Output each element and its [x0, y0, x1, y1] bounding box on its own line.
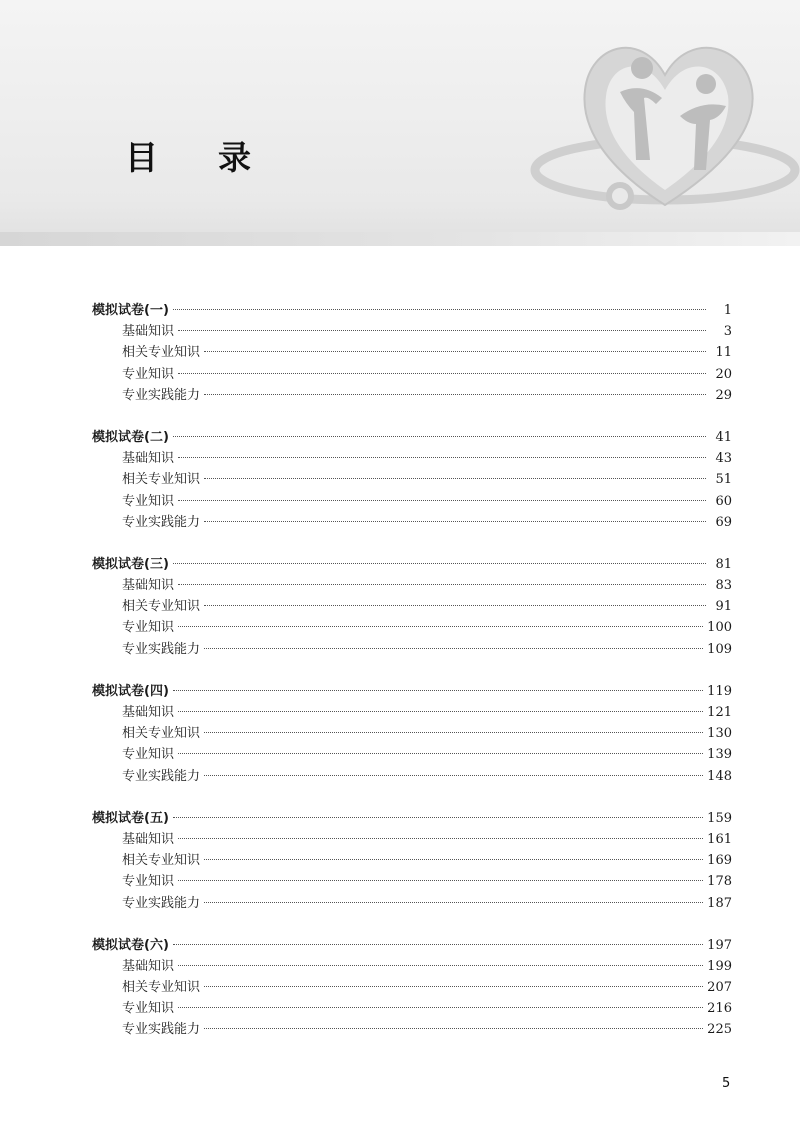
toc-part-label: 模拟试卷(五) — [92, 810, 169, 826]
toc-item[interactable] — [92, 491, 732, 512]
dot-leader — [178, 626, 703, 627]
toc-page-number: 119 — [707, 683, 732, 699]
toc-item-label: 相关专业知识 — [122, 853, 201, 869]
toc-page-number: 81 — [715, 556, 732, 572]
dot-leader — [173, 309, 706, 310]
dot-leader — [204, 605, 706, 606]
toc-page-number: 43 — [715, 451, 732, 467]
toc-item[interactable] — [92, 829, 732, 850]
toc-page-number: 225 — [707, 1022, 732, 1038]
toc-part-label: 模拟试卷(三) — [92, 556, 169, 572]
dot-leader — [173, 563, 706, 564]
toc-page-number: 161 — [707, 831, 732, 847]
dot-leader — [178, 330, 706, 331]
toc-item-label: 专业知识 — [122, 620, 175, 636]
dot-leader — [173, 817, 703, 818]
dot-leader — [204, 394, 706, 395]
toc-page-number: 159 — [707, 810, 732, 826]
dot-leader — [204, 521, 706, 522]
toc-group-6 — [92, 935, 732, 1041]
dot-leader — [204, 478, 706, 479]
toc-page-number: 109 — [707, 641, 732, 657]
dot-leader — [178, 965, 703, 966]
toc-item[interactable] — [92, 321, 732, 342]
toc-item[interactable] — [92, 702, 732, 723]
toc-item-label: 专业实践能力 — [122, 768, 201, 784]
toc-item-label: 相关专业知识 — [122, 345, 201, 361]
toc-item-label: 基础知识 — [122, 831, 175, 847]
toc-item-label: 专业实践能力 — [122, 387, 201, 403]
page-title — [125, 132, 253, 179]
dot-leader — [204, 351, 706, 352]
toc-part-4[interactable] — [92, 681, 732, 702]
toc-part-5[interactable] — [92, 808, 732, 829]
header-strip — [0, 232, 800, 246]
dot-leader — [204, 648, 703, 649]
toc-item[interactable] — [92, 512, 732, 533]
dot-leader — [178, 457, 706, 458]
toc-item-label: 相关专业知识 — [122, 726, 201, 742]
toc-page-number: 216 — [707, 1001, 732, 1017]
toc-page-number: 169 — [707, 853, 732, 869]
toc-part-label: 模拟试卷(六) — [92, 937, 169, 953]
toc-item[interactable] — [92, 744, 732, 765]
toc-page-number: 3 — [723, 324, 732, 340]
toc-page-number: 51 — [715, 472, 732, 488]
toc-group-5 — [92, 808, 732, 914]
toc-item-label: 专业知识 — [122, 366, 175, 382]
dot-leader — [204, 775, 703, 776]
toc-part-label: 模拟试卷(一) — [92, 303, 169, 318]
toc-item-label: 专业实践能力 — [122, 514, 201, 530]
toc-item[interactable] — [92, 893, 732, 914]
dot-leader — [204, 986, 703, 987]
toc-page-number: 187 — [707, 895, 732, 911]
toc-page-number: 121 — [707, 705, 732, 720]
toc-item[interactable] — [92, 1019, 732, 1040]
dot-leader — [204, 859, 703, 860]
toc-item-label: 专业知识 — [122, 493, 175, 509]
toc-page-number: 100 — [707, 620, 732, 636]
heart-stethoscope-logo-icon — [530, 20, 800, 220]
toc-item-label: 基础知识 — [122, 324, 175, 340]
toc-part-2[interactable] — [92, 427, 732, 448]
toc-item[interactable] — [92, 639, 732, 660]
toc-item-label: 专业实践能力 — [122, 895, 201, 911]
toc-page-number: 60 — [715, 493, 732, 509]
toc-part-3[interactable] — [92, 554, 732, 575]
toc-page-number: 11 — [715, 345, 732, 361]
table-of-contents — [92, 300, 732, 1062]
toc-part-1[interactable] — [92, 300, 732, 321]
toc-item[interactable] — [92, 766, 732, 787]
dot-leader — [178, 1007, 703, 1008]
dot-leader — [178, 584, 706, 585]
title-char-1: 目 — [125, 138, 160, 177]
toc-item[interactable] — [92, 596, 732, 617]
dot-leader — [178, 500, 706, 501]
toc-item[interactable] — [92, 723, 732, 744]
toc-page-number: 178 — [707, 874, 732, 890]
toc-item-label: 专业知识 — [122, 1001, 175, 1017]
toc-item-label: 相关专业知识 — [122, 599, 201, 615]
toc-item[interactable] — [92, 977, 732, 998]
toc-item[interactable] — [92, 617, 732, 638]
toc-page-number: 41 — [715, 429, 732, 445]
toc-item[interactable] — [92, 871, 732, 892]
toc-part-6[interactable] — [92, 935, 732, 956]
dot-leader — [178, 753, 703, 754]
dot-leader — [204, 902, 703, 903]
toc-page-number: 199 — [707, 958, 732, 974]
toc-item[interactable] — [92, 448, 732, 469]
toc-item-label: 专业知识 — [122, 747, 175, 763]
toc-page-number: 29 — [715, 387, 732, 403]
dot-leader — [173, 944, 703, 945]
dot-leader — [178, 373, 706, 374]
dot-leader — [173, 690, 703, 691]
toc-item-label: 基础知识 — [122, 958, 175, 974]
title-char-2: 录 — [218, 138, 253, 177]
toc-group-3 — [92, 554, 732, 660]
toc-page-number: 139 — [707, 747, 732, 763]
toc-part-label: 模拟试卷(二) — [92, 429, 169, 445]
toc-page-number: 207 — [707, 980, 732, 996]
toc-item[interactable] — [92, 575, 732, 596]
toc-page-number: 20 — [715, 366, 732, 382]
dot-leader — [178, 711, 703, 712]
toc-item[interactable] — [92, 342, 732, 363]
toc-item-label: 专业实践能力 — [122, 641, 201, 657]
toc-item[interactable] — [92, 998, 732, 1019]
toc-item-label: 基础知识 — [122, 705, 175, 720]
toc-item-label: 专业实践能力 — [122, 1022, 201, 1038]
toc-item-label: 相关专业知识 — [122, 472, 201, 488]
dot-leader — [204, 1028, 703, 1029]
toc-item[interactable] — [92, 364, 732, 385]
toc-page-number: 148 — [707, 768, 732, 784]
dot-leader — [178, 838, 703, 839]
toc-group-2 — [92, 427, 732, 533]
toc-item[interactable] — [92, 956, 732, 977]
toc-group-1 — [92, 300, 732, 406]
toc-item-label: 基础知识 — [122, 451, 175, 467]
toc-item[interactable] — [92, 469, 732, 490]
toc-item[interactable] — [92, 385, 732, 406]
dot-leader — [178, 880, 703, 881]
toc-item-label: 相关专业知识 — [122, 980, 201, 996]
toc-group-4 — [92, 681, 732, 787]
dot-leader — [173, 436, 706, 437]
toc-page-number: 1 — [723, 303, 732, 318]
toc-item-label: 专业知识 — [122, 874, 175, 890]
toc-item-label: 基础知识 — [122, 578, 175, 594]
dot-leader — [204, 732, 703, 733]
toc-item[interactable] — [92, 850, 732, 871]
toc-page-number: 83 — [715, 578, 732, 594]
toc-page-number: 130 — [707, 726, 732, 742]
toc-part-label: 模拟试卷(四) — [92, 683, 169, 699]
toc-page-number: 91 — [715, 599, 732, 615]
toc-page-number: 197 — [707, 937, 732, 953]
page-number: 5 — [722, 1076, 731, 1091]
toc-page-number: 69 — [715, 514, 732, 530]
